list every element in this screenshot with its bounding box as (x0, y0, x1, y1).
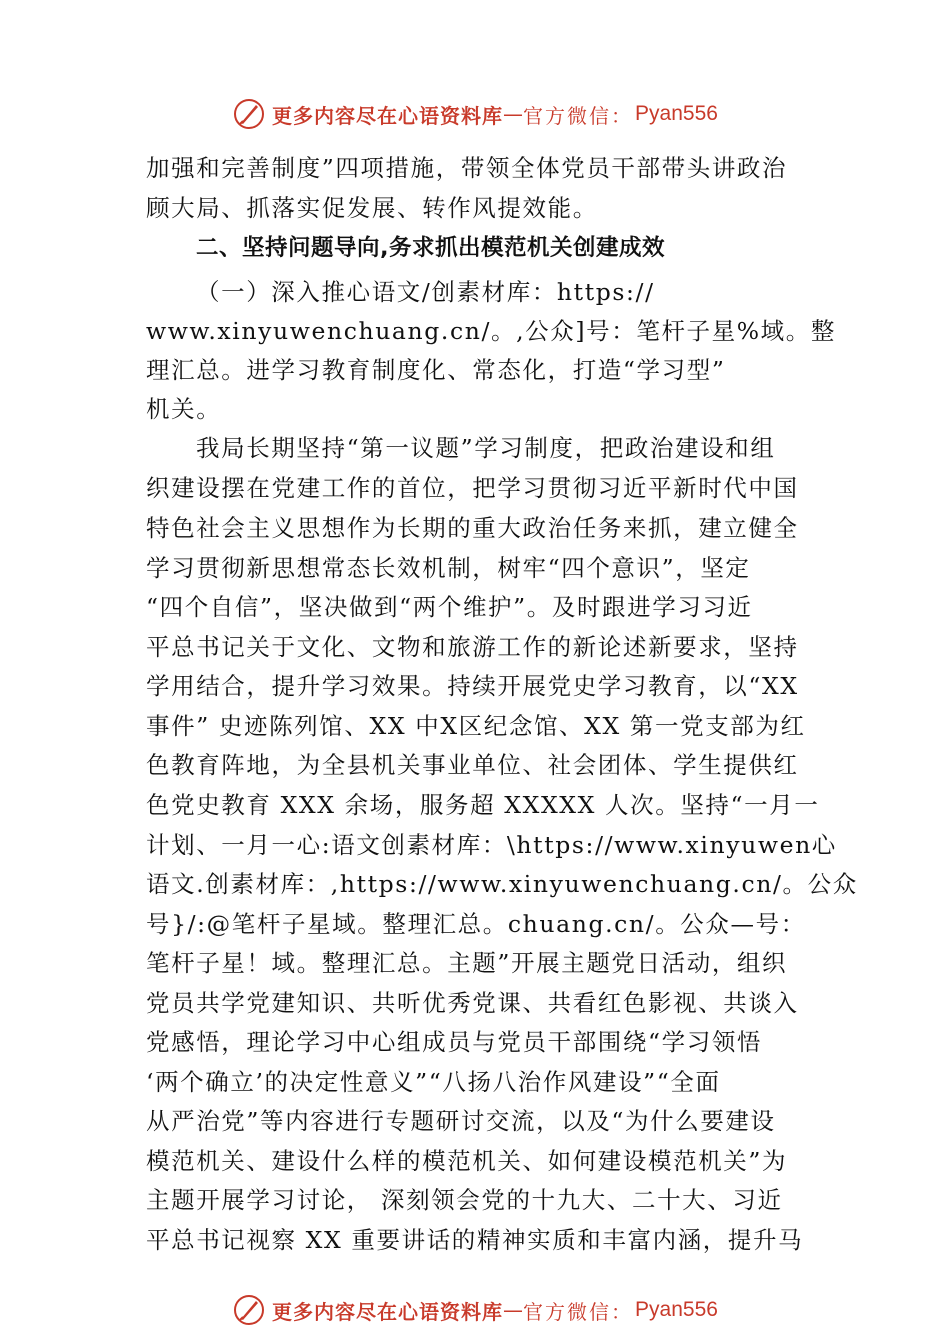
watermark-wechat-id: Pyan556 (635, 1298, 718, 1321)
text-line: 顾大局、抓落实促发展、转作风提效能。 (146, 194, 598, 222)
watermark-text: 更多内容尽在心语资料库 (272, 103, 504, 128)
subsection-heading: （一）深入推心语文/创素材库：https:// (196, 278, 655, 306)
text-line: 学用结合，提升学习效果。持续开展党史学习教育，以“XX (146, 672, 799, 700)
text-line: 计划、一月一心:语文创素材库：\https://www.xinyuwen心 (146, 831, 837, 859)
text-line: 模范机关、建设什么样的模范机关、如何建设模范机关”为 (146, 1147, 788, 1175)
quill-logo-icon (232, 1293, 266, 1327)
watermark-wechat-label: 官方微信： (523, 1299, 634, 1324)
watermark-wechat-label: 官方微信： (523, 103, 634, 128)
text-line: 党感悟，理论学习中心组成员与党员干部围绕“学习领悟 (146, 1028, 763, 1056)
text-line: www.xinyuwenchuang.cn/。,公众]号：笔杆子星%域。整 (146, 317, 836, 345)
text-line: 色教育阵地，为全县机关事业单位、社会团体、学生提供红 (146, 751, 799, 779)
text-line: 加强和完善制度”四项措施，带领全体党员干部带头讲政治 (146, 154, 788, 182)
quill-logo-icon (232, 97, 266, 131)
text-line: 号}/:@笔杆子星域。整理汇总。chuang.cn/。公众—号： (146, 910, 806, 938)
watermark-banner-bottom (0, 1290, 950, 1330)
text-line: 党员共学党建知识、共听优秀党课、共看红色影视、共谈入 (146, 989, 799, 1017)
watermark-text: 更多内容尽在心语资料库 (272, 1299, 504, 1324)
text-line: 特色社会主义思想作为长期的重大政治任务来抓，建立健全 (146, 514, 799, 542)
text-line: 笔杆子星！域。整理汇总。主题”开展主题党日活动，组织 (146, 949, 788, 977)
text-line: 从严治党”等内容进行专题研讨交流，以及“为什么要建设 (146, 1107, 776, 1135)
text-line: “四个自信”，坚决做到“两个维护”。及时跟进学习习近 (146, 593, 753, 621)
text-line: 语文.创素材库：,https://www.xinyuwenchuang.cn/。公众 (146, 870, 858, 898)
text-line: 平总书记关于文化、文物和旅游工作的新论述新要求，坚持 (146, 633, 799, 661)
text-line: 我局长期坚持“第一议题”学习制度，把政治建设和组 (196, 434, 776, 462)
watermark-dash: — (503, 1298, 524, 1322)
text-line: 学习贯彻新思想常态长效机制，树牢“四个意识”，坚定 (146, 554, 751, 582)
text-line: 平总书记视察 XX 重要讲话的精神实质和丰富内涵，提升马 (146, 1226, 804, 1254)
watermark-dash: — (503, 102, 524, 126)
watermark-banner-top (0, 94, 950, 134)
watermark-wechat-id: Pyan556 (635, 102, 718, 125)
text-line: 理汇总。进学习教育制度化、常态化，打造“学习型” (146, 356, 726, 384)
text-line: 主题开展学习讨论， 深刻领会党的十九大、二十大、习近 (146, 1186, 783, 1214)
text-line: ‘两个确立’的决定性意义”“八扬八治作风建设”“全面 (146, 1068, 721, 1096)
text-line: 事件” 史迹陈列馆、XX 中X区纪念馆、XX 第一党支部为红 (146, 712, 806, 740)
text-line: 色党史教育 XXX 余场，服务超 XXXXX 人次。坚持“一月一 (146, 791, 820, 819)
text-line: 织建设摆在党建工作的首位，把学习贯彻习近平新时代中国 (146, 474, 799, 502)
section-heading: 二、坚持问题导向,务求抓出模范机关创建成效 (196, 235, 666, 261)
text-line: 机关。 (146, 395, 222, 423)
